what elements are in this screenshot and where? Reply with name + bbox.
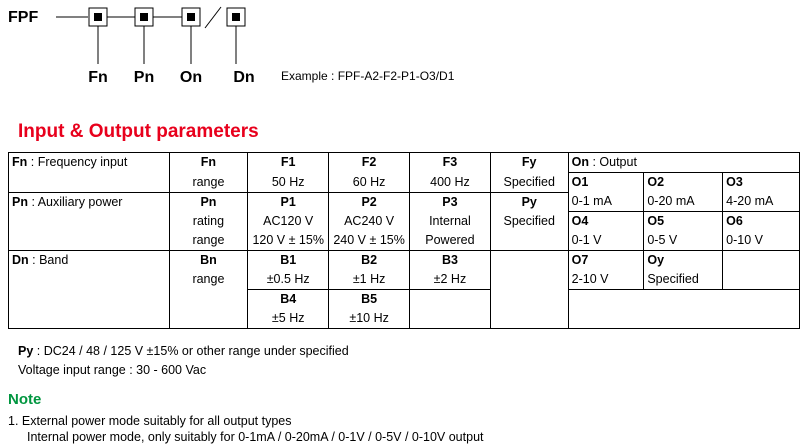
fn-sub: range (169, 173, 248, 193)
power-range: 120 V ± 15% (248, 231, 329, 251)
band-code: B5 (329, 290, 410, 310)
band-value: ±2 Hz (410, 270, 491, 290)
table-row (9, 192, 800, 212)
band-code: B1 (248, 251, 329, 271)
bn-sub: range (169, 270, 248, 290)
table-row (9, 153, 800, 173)
bn-code: Bn (169, 251, 248, 271)
output-code: O3 (723, 173, 800, 193)
py-note: Py : DC24 / 48 / 125 V ±15% or other range under specified (18, 344, 349, 358)
freq-value: 50 Hz (248, 173, 329, 193)
power-code: P1 (248, 192, 329, 212)
output-value: 0-10 V (723, 231, 800, 251)
slash-separator (205, 7, 221, 28)
output-value: 0-5 V (644, 231, 723, 251)
note-line-2: Internal power mode, only suitably for 0-1mA / 0-20mA / 0-1V / 0-5V / 0-10V output (27, 430, 484, 444)
table-row (9, 173, 800, 193)
note-line-1: 1. External power mode suitably for all output types (8, 414, 292, 428)
section-title: Input & Output parameters (18, 121, 259, 142)
band-code: B3 (410, 251, 491, 271)
pn-code: Pn (169, 192, 248, 212)
power-rating: AC240 V (329, 212, 410, 232)
power-range: Powered (410, 231, 491, 251)
table-row (9, 270, 800, 290)
fn-code: Fn (169, 153, 248, 173)
table-row (9, 212, 800, 232)
freq-value: 60 Hz (329, 173, 410, 193)
example-text: Example : FPF-A2-F2-P1-O3/D1 (281, 69, 455, 83)
dn-label: Dn : Band (9, 251, 170, 271)
note-title: Note (8, 391, 42, 408)
power-rating: Internal (410, 212, 491, 232)
code-box-4 (227, 8, 245, 26)
power-rating: Specified (490, 212, 568, 232)
band-value: ±0.5 Hz (248, 270, 329, 290)
fn-label: Fn : Frequency input (9, 153, 170, 173)
freq-value: Specified (490, 173, 568, 193)
code-box-1 (89, 8, 107, 26)
output-code: Oy (644, 251, 723, 271)
freq-code: F2 (329, 153, 410, 173)
power-code: P2 (329, 192, 410, 212)
power-range: 240 V ± 15% (329, 231, 410, 251)
voltage-range: Voltage input range : 30 - 600 Vac (18, 363, 207, 377)
power-code: Py (490, 192, 568, 212)
code-on: On (179, 69, 203, 86)
code-box-2 (135, 8, 153, 26)
output-value: 2-10 V (568, 270, 644, 290)
power-rating: AC120 V (248, 212, 329, 232)
pn-sub: rating (169, 212, 248, 232)
output-code: O7 (568, 251, 644, 271)
band-value: ±5 Hz (248, 309, 329, 329)
table-row (9, 231, 800, 251)
output-value: 0-1 mA (568, 192, 644, 212)
output-code: O1 (568, 173, 644, 193)
power-code: P3 (410, 192, 491, 212)
code-pn: Pn (133, 69, 155, 86)
band-value: ±1 Hz (329, 270, 410, 290)
freq-value: 400 Hz (410, 173, 491, 193)
model-code-diagram (0, 0, 800, 100)
output-value: 0-1 V (568, 231, 644, 251)
code-box-3 (182, 8, 200, 26)
freq-code: F3 (410, 153, 491, 173)
on-label: On : Output (568, 153, 799, 173)
output-value: 4-20 mA (723, 192, 800, 212)
parameters-table (8, 152, 800, 329)
output-value: 0-20 mA (644, 192, 723, 212)
pn-sub: range (169, 231, 248, 251)
pn-label: Pn : Auxiliary power (9, 192, 170, 212)
output-value: Specified (644, 270, 723, 290)
band-value: ±10 Hz (329, 309, 410, 329)
output-code: O2 (644, 173, 723, 193)
power-range (490, 231, 568, 251)
output-code: O6 (723, 212, 800, 232)
table-row (9, 290, 800, 310)
code-dn: Dn (233, 69, 255, 86)
freq-code: F1 (248, 153, 329, 173)
model-prefix: FPF (8, 9, 39, 26)
freq-code: Fy (490, 153, 568, 173)
output-code: O5 (644, 212, 723, 232)
band-code: B2 (329, 251, 410, 271)
output-code: O4 (568, 212, 644, 232)
band-code: B4 (248, 290, 329, 310)
code-fn: Fn (88, 69, 108, 86)
table-row (9, 251, 800, 271)
